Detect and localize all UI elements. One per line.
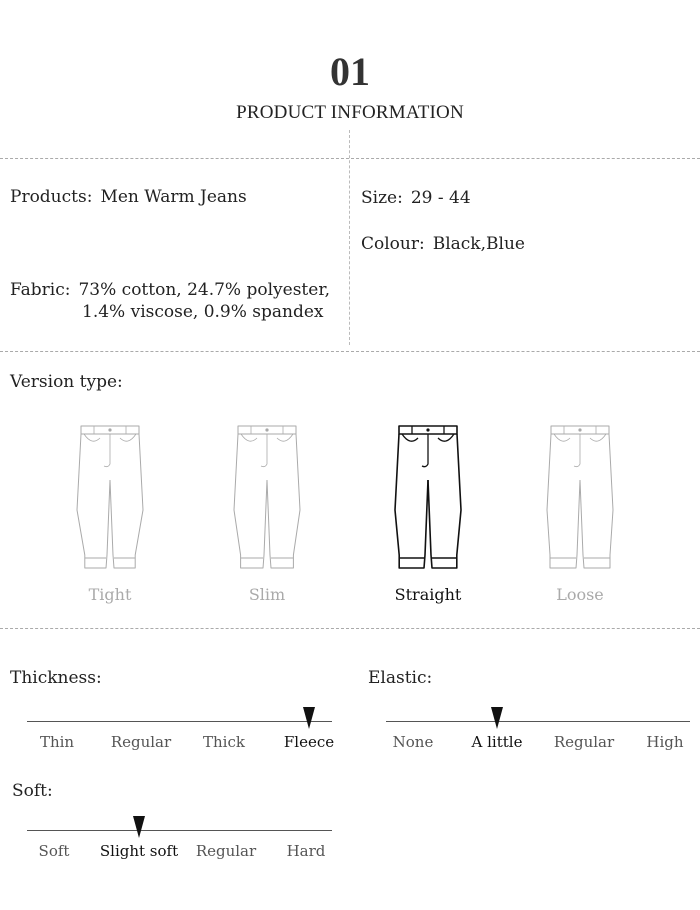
soft-option: Slight soft: [99, 842, 179, 860]
fit-straight-icon: [388, 420, 468, 580]
elastic-marker-icon: [491, 707, 503, 729]
divider-mid: [0, 351, 700, 352]
thickness-option: Regular: [110, 733, 172, 751]
divider-vertical: [349, 130, 350, 345]
size-label: Size:: [361, 188, 403, 208]
size-row: [361, 188, 471, 208]
section-number: 01: [330, 49, 370, 94]
fit-slim-label: Slim: [248, 585, 286, 604]
elastic-option: None: [392, 733, 434, 751]
thickness-option: Fleece: [283, 733, 335, 751]
elastic-scale-line: [386, 721, 690, 722]
products-row: [10, 187, 247, 207]
fabric-label: Fabric:: [10, 280, 71, 300]
soft-marker-icon: [133, 816, 145, 838]
thickness-option: Thin: [39, 733, 75, 751]
elastic-label: Elastic:: [368, 668, 433, 688]
elastic-option: High: [646, 733, 684, 751]
fit-tight-label: Tight: [88, 585, 132, 604]
fabric-line-1: 73% cotton, 24.7% polyester,: [78, 280, 330, 300]
thickness-marker-icon: [303, 707, 315, 729]
thickness-label: Thickness:: [10, 668, 102, 688]
fabric-line-2: 1.4% viscose, 0.9% spandex: [82, 302, 324, 322]
colour-value: Black,Blue: [432, 234, 525, 254]
elastic-option: Regular: [553, 733, 615, 751]
fit-tight-icon: [70, 420, 150, 580]
soft-scale-line: [27, 830, 332, 831]
products-value: Men Warm Jeans: [100, 187, 247, 207]
size-value: 29 - 44: [410, 188, 471, 208]
fit-loose-label: Loose: [556, 585, 604, 604]
section-title: PRODUCT INFORMATION: [236, 102, 464, 123]
products-label: Products:: [10, 187, 93, 207]
soft-option: Regular: [195, 842, 257, 860]
soft-option: Soft: [38, 842, 70, 860]
fit-loose-icon: [540, 420, 620, 580]
divider-bottom: [0, 628, 700, 629]
thickness-option: Thick: [203, 733, 245, 751]
colour-label: Colour:: [361, 234, 425, 254]
colour-row: [361, 234, 525, 254]
elastic-option: A little: [471, 733, 523, 751]
fabric-row: [10, 280, 330, 300]
soft-option: Hard: [286, 842, 326, 860]
fit-straight-label: Straight: [394, 585, 462, 604]
thickness-scale-line: [27, 721, 332, 722]
soft-label: Soft:: [12, 781, 53, 801]
divider-top: [0, 158, 700, 159]
version-type-label: Version type:: [10, 372, 123, 392]
fit-slim-icon: [227, 420, 307, 580]
